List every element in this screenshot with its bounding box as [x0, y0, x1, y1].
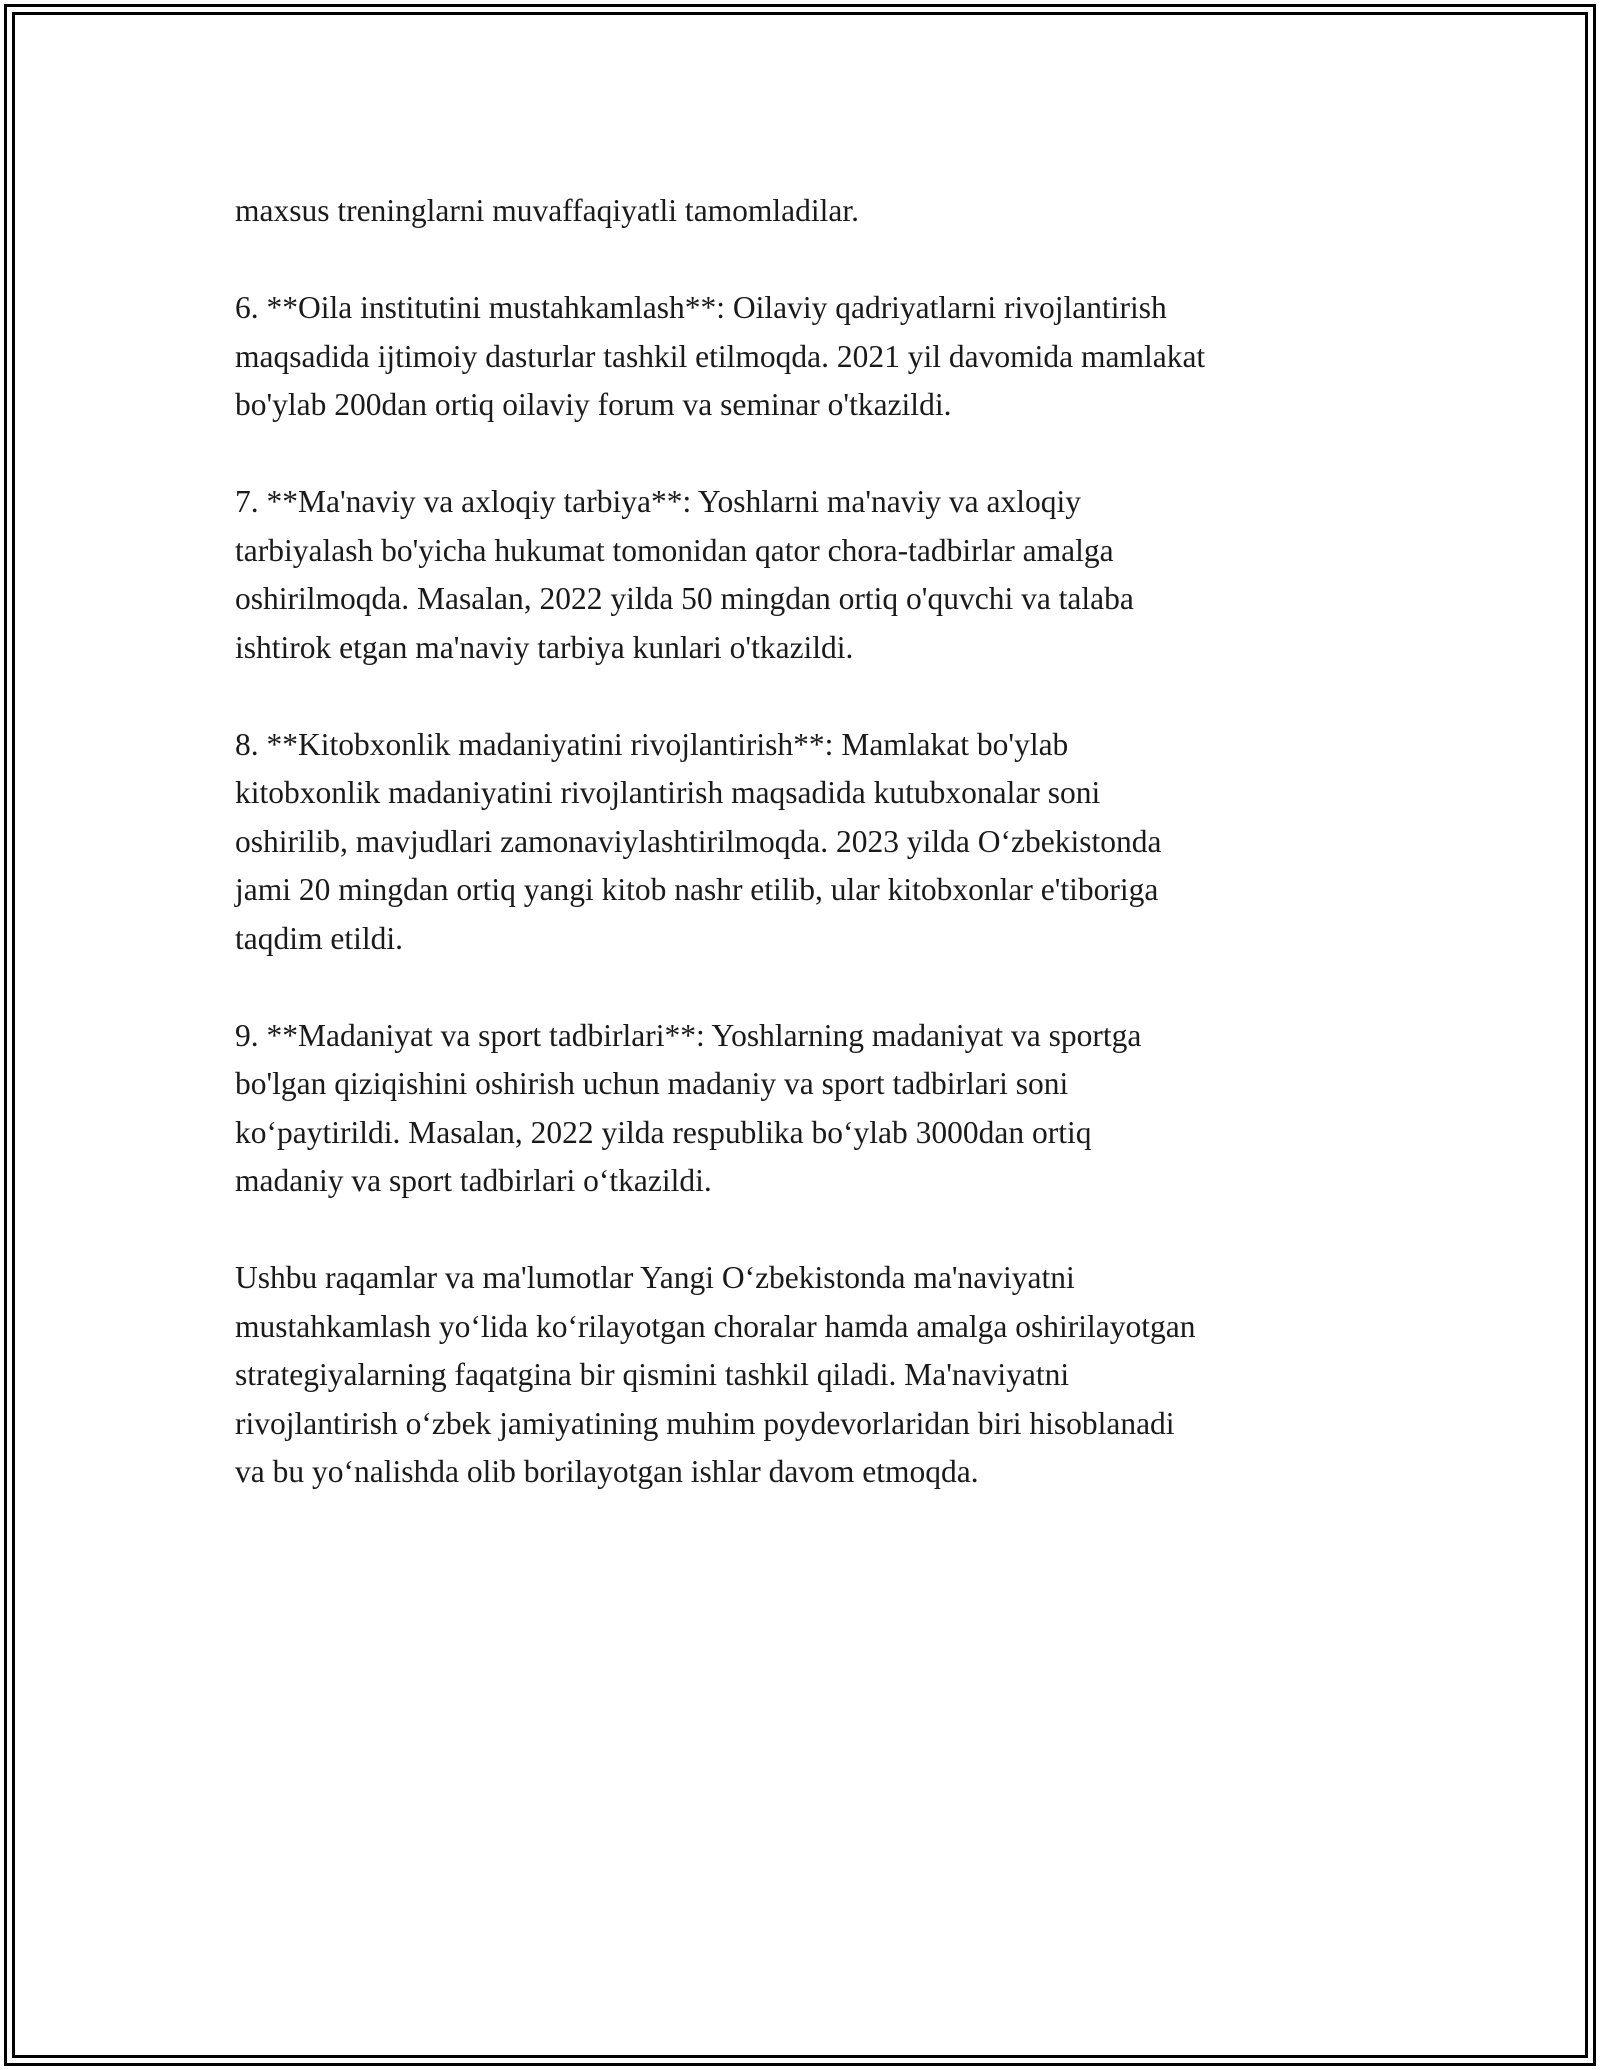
text-line: 7. **Ma'naviy va axloqiy tarbiya**: Yoshlarni ma'naviy va axloqiy — [235, 484, 1081, 519]
text-line: ko‘paytirildi. Masalan, 2022 yilda respublika bo‘ylab 3000dan ortiq — [235, 1114, 1092, 1150]
paragraph-item-9 — [235, 1012, 1395, 1206]
paragraph-item-8 — [235, 721, 1395, 964]
text-line: kitobxonlik madaniyatini rivojlantirish maqsadida kutubxonalar soni — [235, 775, 1101, 810]
text-line: taqdim etildi. — [235, 920, 403, 956]
text-line: mustahkamlash yo‘lida ko‘rilayotgan choralar hamda amalga oshirilayotgan — [235, 1308, 1196, 1344]
paragraph-item-7 — [235, 478, 1395, 672]
text-line: ishtirok etgan ma'naviy tarbiya kunlari o'tkazildi. — [235, 629, 854, 665]
paragraph-item-6 — [235, 284, 1395, 430]
text-line: rivojlantirish o‘zbek jamiyatining muhim poydevorlaridan biri hisoblanadi — [235, 1405, 1175, 1441]
text-line: Ushbu raqamlar va ma'lumotlar Yangi O‘zbekistonda ma'naviyatni — [235, 1260, 1075, 1295]
paragraph-conclusion — [235, 1254, 1395, 1497]
text-line: maqsadida ijtimoiy dasturlar tashkil etilmoqda. 2021 yil davomida mamlakat — [235, 338, 1206, 374]
text-line: 8. **Kitobxonlik madaniyatini rivojlantirish**: Mamlakat bo'ylab — [235, 726, 1069, 762]
paragraph-continuation — [235, 187, 1395, 236]
text-line: tarbiyalash bo'yicha hukumat tomonidan qator chora-tadbirlar amalga — [235, 532, 1114, 568]
text-line: 6. **Oila institutini mustahkamlash**: Oilaviy qadriyatlarni rivojlantirish — [235, 290, 1167, 325]
text-line: jami 20 mingdan ortiq yangi kitob nashr etilib, ular kitobxonlar e'tiboriga — [235, 872, 1159, 907]
text-line: maxsus treninglarni muvaffaqiyatli tamomladilar. — [235, 193, 860, 228]
text-line: va bu yo‘nalishda olib borilayotgan ishlar davom etmoqda. — [235, 1454, 979, 1489]
text-line: strategiyalarning faqatgina bir qismini tashkil qiladi. Ma'naviyatni — [235, 1357, 1070, 1392]
document-body — [235, 187, 1395, 1497]
text-line: 9. **Madaniyat va sport tadbirlari**: Yoshlarning madaniyat va sportga — [235, 1017, 1142, 1053]
text-line: bo'lgan qiziqishini oshirish uchun madaniy va sport tadbirlari soni — [235, 1066, 1069, 1101]
text-line: bo'ylab 200dan ortiq oilaviy forum va seminar o'tkazildi. — [235, 387, 952, 422]
text-line: oshirilib, mavjudlari zamonaviylashtirilmoqda. 2023 yilda O‘zbekistonda — [235, 823, 1162, 859]
text-line: oshirilmoqda. Masalan, 2022 yilda 50 mingdan ortiq o'quvchi va talaba — [235, 581, 1134, 616]
text-line: madaniy va sport tadbirlari o‘tkazildi. — [235, 1163, 712, 1198]
